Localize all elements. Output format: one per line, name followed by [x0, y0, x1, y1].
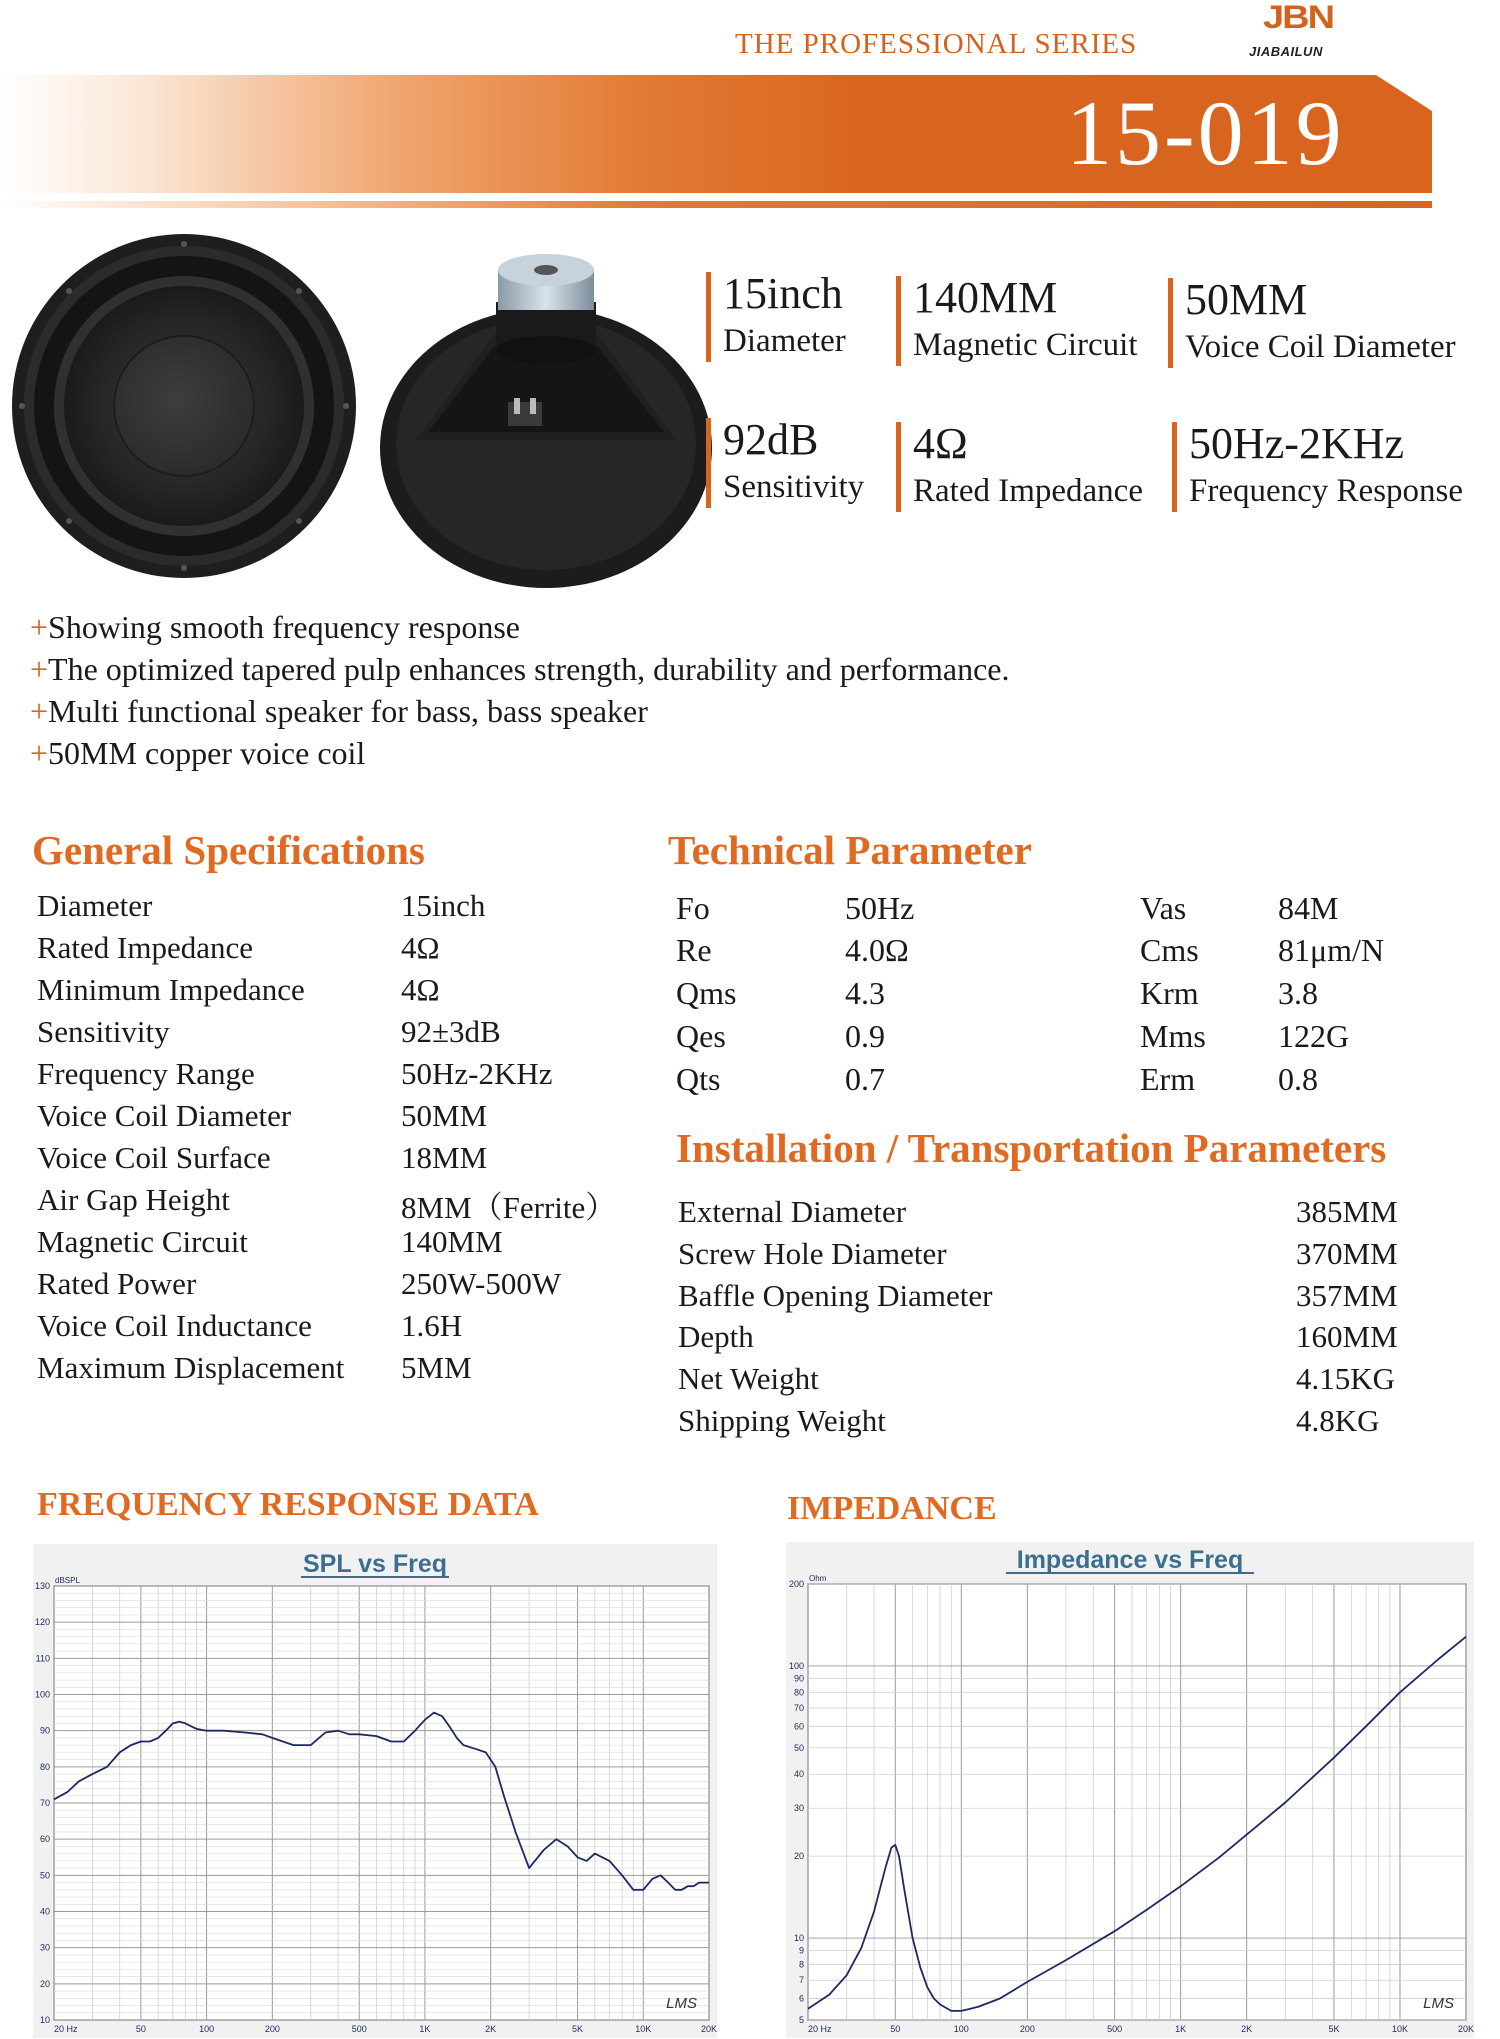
lms-watermark: LMS: [666, 1995, 697, 2012]
y-tick-label: 50: [39, 1870, 50, 1881]
table-row: Voice Coil Inductance: [37, 1308, 312, 1343]
y-tick-label: 90: [39, 1725, 50, 1736]
key-spec-value: 92dB: [723, 415, 819, 464]
table-cell-value: 160MM: [1296, 1319, 1398, 1354]
x-tick-label: 10K: [635, 2024, 652, 2034]
y-tick-label: 40: [793, 1769, 804, 1780]
impedance-heading: IMPEDANCE: [787, 1490, 997, 1527]
y-axis-label: dBSPL: [55, 1576, 80, 1585]
table-row: Diameter: [37, 888, 153, 923]
table-row: Screw Hole Diameter: [678, 1236, 947, 1271]
table-row: Net Weight: [678, 1361, 819, 1396]
table-row: Voice Coil Surface: [37, 1140, 271, 1175]
key-spec-label: Sensitivity: [723, 469, 865, 505]
x-tick-label: 200: [1019, 2024, 1035, 2034]
y-tick-label: 100: [788, 1660, 804, 1671]
table-cell-value: 5MM: [401, 1350, 472, 1385]
y-tick-label: 40: [39, 1906, 50, 1917]
speaker-front-image: [10, 232, 358, 580]
y-tick-label: 130: [34, 1581, 50, 1591]
y-tick-label: 120: [34, 1617, 50, 1628]
table-row: Depth: [678, 1319, 754, 1354]
y-tick-label: 20: [39, 1978, 50, 1989]
key-spec-label: Frequency Response: [1189, 473, 1464, 509]
table-row: Baffle Opening Diameter: [678, 1278, 993, 1313]
y-tick-label: 9: [798, 1945, 804, 1956]
table-cell-value: 92±3dB: [401, 1014, 501, 1049]
x-tick-label: 500: [351, 2024, 367, 2034]
feature-list: [30, 606, 1009, 774]
y-tick-label: 6: [798, 1993, 804, 2004]
key-spec-magnetic-circuit: [896, 273, 1138, 366]
param-name: Qms: [676, 975, 737, 1011]
key-spec-frequency-response: [1172, 419, 1464, 512]
param-value: 0.7: [845, 1061, 885, 1097]
table-row: Frequency Range: [37, 1056, 255, 1091]
table-cell-value: 385MM: [1296, 1194, 1398, 1229]
param-name: Qts: [676, 1061, 721, 1097]
x-tick-label: 100: [953, 2024, 969, 2034]
y-tick-label: 10: [39, 2015, 50, 2025]
table-cell-value: 4Ω: [401, 930, 440, 965]
table-cell-value: 1.6H: [401, 1308, 463, 1343]
key-spec-rated-impedance: [896, 419, 1143, 512]
technical-parameter-heading: Technical Parameter: [668, 827, 1032, 873]
param-value: 0.8: [1278, 1061, 1318, 1097]
x-tick-label: 2K: [1241, 2024, 1253, 2034]
table-cell-value: 50MM: [401, 1098, 488, 1133]
x-tick-label: 5K: [572, 2024, 584, 2034]
key-spec-label: Rated Impedance: [913, 473, 1143, 509]
brand-name: JIABAILUN: [1249, 44, 1323, 59]
param-value: 84M: [1278, 890, 1339, 926]
key-spec-diameter: [706, 269, 846, 362]
table-row: Sensitivity: [37, 1014, 170, 1049]
param-value: 4.0Ω: [845, 932, 909, 968]
x-tick-label: 20K: [700, 2024, 717, 2034]
spl-vs-freq-chart: [33, 1544, 717, 2038]
brand-logo-mark: JBN: [1263, 0, 1334, 36]
x-tick-label: 20 Hz: [54, 2024, 78, 2034]
feature-item: +Multi functional speaker for bass, bass speaker: [30, 693, 648, 729]
x-tick-label: 2K: [485, 2024, 497, 2034]
param-name: Vas: [1140, 890, 1187, 926]
feature-item: +50MM copper voice coil: [30, 735, 366, 771]
key-spec-voice-coil-diameter: [1168, 275, 1456, 368]
table-cell-value: 18MM: [401, 1140, 488, 1175]
table-row: Rated Impedance: [37, 930, 254, 965]
param-value: 4.3: [845, 975, 885, 1011]
param-name: Mms: [1140, 1018, 1206, 1054]
table-cell-value: 4.8KG: [1296, 1403, 1380, 1438]
y-tick-label: 60: [793, 1721, 804, 1732]
feature-item: +Showing smooth frequency response: [30, 609, 520, 645]
param-value: 81μm/N: [1278, 932, 1385, 968]
header-underline: [0, 201, 1432, 208]
table-row: Minimum Impedance: [37, 972, 305, 1007]
table-cell-value: 250W-500W: [401, 1266, 562, 1301]
param-value: 122G: [1278, 1018, 1350, 1054]
y-tick-label: 8: [798, 1959, 804, 1970]
param-name: Cms: [1140, 932, 1199, 968]
y-tick-label: 200: [788, 1579, 804, 1589]
model-number: 15-019: [1066, 82, 1345, 184]
param-name: Krm: [1140, 975, 1199, 1011]
y-tick-label: 30: [793, 1803, 804, 1814]
key-spec-label: Magnetic Circuit: [913, 327, 1138, 363]
frequency-response-heading: FREQUENCY RESPONSE DATA: [37, 1486, 539, 1523]
general-specs-heading: General Specifications: [32, 827, 425, 873]
x-tick-label: 20 Hz: [808, 2024, 832, 2034]
y-tick-label: 60: [39, 1834, 50, 1845]
installation-heading: Installation / Transportation Parameters: [676, 1125, 1387, 1171]
y-tick-label: 20: [793, 1851, 804, 1862]
series-title: THE PROFESSIONAL SERIES: [735, 28, 1138, 60]
brand-logo: [1245, 0, 1390, 62]
key-spec-value: 140MM: [913, 273, 1058, 322]
x-tick-label: 1K: [419, 2024, 431, 2034]
y-tick-label: 100: [34, 1689, 50, 1700]
param-name: Fo: [676, 890, 710, 926]
chart-title: Impedance vs Freq: [1016, 1546, 1244, 1574]
y-tick-label: 70: [793, 1703, 804, 1714]
table-cell-value: 8MM（Ferrite）: [401, 1190, 617, 1225]
impedance-vs-freq-chart: [786, 1542, 1474, 2038]
lms-watermark: LMS: [1423, 1995, 1454, 2012]
x-tick-label: 500: [1107, 2024, 1123, 2034]
key-spec-label: Diameter: [723, 323, 846, 359]
param-value: 50Hz: [845, 890, 915, 926]
x-tick-label: 100: [199, 2024, 215, 2034]
table-cell-value: 4.15KG: [1296, 1361, 1396, 1396]
plot-area: [808, 1584, 1466, 2020]
param-value: 3.8: [1278, 975, 1318, 1011]
x-tick-label: 20K: [1457, 2024, 1474, 2034]
y-tick-label: 80: [793, 1687, 804, 1698]
x-tick-label: 50: [135, 2024, 146, 2034]
key-spec-value: 4Ω: [913, 419, 968, 468]
x-tick-label: 200: [264, 2024, 280, 2034]
y-tick-label: 10: [793, 1933, 804, 1944]
key-spec-sensitivity: [706, 415, 865, 508]
x-tick-label: 10K: [1391, 2024, 1408, 2034]
param-value: 0.9: [845, 1018, 885, 1054]
param-name: Erm: [1140, 1061, 1196, 1097]
table-row: Air Gap Height: [37, 1182, 230, 1217]
y-tick-label: 7: [798, 1975, 804, 1986]
table-row: Rated Power: [37, 1266, 197, 1301]
table-cell-value: 370MM: [1296, 1236, 1398, 1271]
x-tick-label: 1K: [1175, 2024, 1187, 2034]
x-tick-label: 50: [890, 2024, 901, 2034]
y-tick-label: 110: [35, 1653, 50, 1664]
table-cell-value: 4Ω: [401, 972, 440, 1007]
param-name: Qes: [676, 1018, 726, 1054]
table-row: Magnetic Circuit: [37, 1224, 248, 1259]
x-tick-label: 5K: [1328, 2024, 1340, 2034]
table-cell-value: 50Hz-2KHz: [401, 1056, 553, 1091]
y-tick-label: 30: [39, 1942, 50, 1953]
table-row: Shipping Weight: [678, 1403, 886, 1438]
table-row: Maximum Displacement: [37, 1350, 345, 1385]
key-spec-value: 50MM: [1185, 275, 1308, 324]
table-row: Voice Coil Diameter: [37, 1098, 292, 1133]
y-tick-label: 5: [798, 2015, 804, 2025]
y-tick-label: 50: [793, 1742, 804, 1753]
table-cell-value: 15inch: [401, 888, 486, 923]
key-spec-label: Voice Coil Diameter: [1185, 329, 1456, 365]
table-cell-value: 140MM: [401, 1224, 503, 1259]
param-name: Re: [676, 932, 712, 968]
y-tick-label: 90: [793, 1673, 804, 1684]
chart-title: SPL vs Freq: [302, 1550, 448, 1578]
grid-lines: [54, 1586, 709, 2020]
y-tick-label: 80: [39, 1761, 50, 1772]
feature-item: +The optimized tapered pulp enhances strength, durability and performance.: [30, 651, 1010, 687]
y-axis-label: Ohm: [809, 1574, 827, 1583]
table-row: External Diameter: [678, 1194, 907, 1229]
key-spec-value: 50Hz-2KHz: [1189, 419, 1405, 468]
speaker-back-image: [368, 252, 714, 590]
y-tick-label: 70: [39, 1798, 50, 1808]
table-cell-value: 357MM: [1296, 1278, 1398, 1313]
key-spec-value: 15inch: [723, 269, 843, 318]
